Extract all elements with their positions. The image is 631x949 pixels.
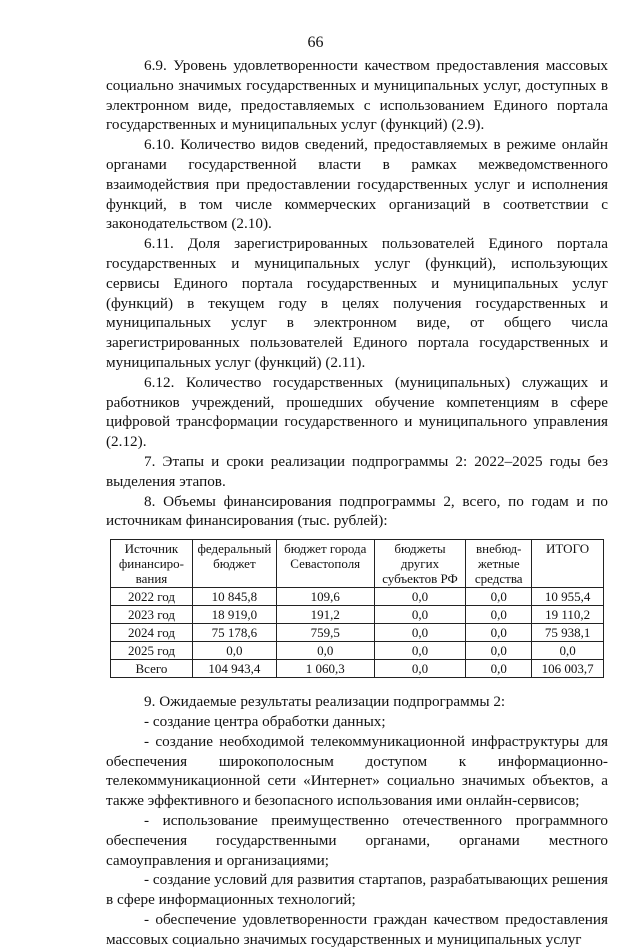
- table-header-row: [111, 540, 604, 588]
- cell-value: 19 110,2: [532, 606, 604, 624]
- cell-value: 0,0: [374, 660, 466, 678]
- page-number: 66: [307, 34, 324, 51]
- cell-value: 10 955,4: [532, 588, 604, 606]
- list-item: - создание условий для развития стартапов, разрабатывающих решения в сфере информационных технологий;: [106, 871, 608, 909]
- cell-total-label: Всего: [111, 660, 193, 678]
- header-other-subjects-budget: бюджеты других субъектов РФ: [374, 540, 466, 588]
- table-row: [111, 588, 604, 606]
- cell-value: 1 060,3: [276, 660, 374, 678]
- paragraph-6-10: 6.10. Количество видов сведений, предоставляемых в режиме онлайн органами государственной власти в рамках межведомственного взаимодействия при предоставлении государственных услуг и исполнения функций, в том числе коммерческих организаций в соответствии с законодательством (2.10).: [106, 136, 608, 233]
- cell-value: 0,0: [374, 624, 466, 642]
- table-row: [111, 606, 604, 624]
- header-source: Источник финансиро-вания: [111, 540, 193, 588]
- cell-value: 18 919,0: [192, 606, 276, 624]
- cell-value: 104 943,4: [192, 660, 276, 678]
- table-row: [111, 624, 604, 642]
- paragraph-6-12: 6.12. Количество государственных (муниципальных) служащих и работников учреждений, прошедших обучение компетенциям в сфере цифровой трансформации государственного и муниципального управления (2.12).: [106, 373, 608, 451]
- cell-value: 0,0: [374, 642, 466, 660]
- cell-value: 109,6: [276, 588, 374, 606]
- table-row-total: [111, 660, 604, 678]
- cell-year: 2022 год: [111, 588, 193, 606]
- paragraph-8: 8. Объемы финансирования подпрограммы 2, всего, по годам и по источникам финансирования (тыс. рублей):: [106, 492, 608, 530]
- cell-value: 106 003,7: [532, 660, 604, 678]
- paragraph-6-9: 6.9. Уровень удовлетворенности качеством предоставления массовых социально значимых государственных и муниципальных услуг, доступных в электронном виде, предоставляемых с использованием Единого портала государственных и муниципальных услуг (функций) (2.9).: [106, 57, 608, 134]
- expected-results-section: [106, 692, 608, 949]
- list-item: - создание необходимой телекоммуникационной инфраструктуры для обеспечения широкополосным доступом к информационно-телекоммуникационной сети «Интернет» социально значимых объектов, а также эффективного и безопасного использования ими онлайн-сервисов;: [106, 732, 608, 810]
- cell-value: 759,5: [276, 624, 374, 642]
- header-federal-budget: федеральный бюджет: [192, 540, 276, 588]
- cell-value: 0,0: [466, 660, 532, 678]
- header-city-budget: бюджет города Севастополя: [276, 540, 374, 588]
- cell-value: 191,2: [276, 606, 374, 624]
- cell-value: 0,0: [374, 588, 466, 606]
- cell-year: 2024 год: [111, 624, 193, 642]
- list-item: - использование преимущественно отечественного программного обеспечения государственными органами, органами местного самоуправления и организациями;: [106, 811, 608, 869]
- document-body: [106, 56, 608, 949]
- cell-value: 0,0: [466, 642, 532, 660]
- header-extrabudgetary: внебюд-жетные средства: [466, 540, 532, 588]
- cell-value: 75 938,1: [532, 624, 604, 642]
- cell-year: 2025 год: [111, 642, 193, 660]
- cell-value: 0,0: [532, 642, 604, 660]
- paragraph-7: 7. Этапы и сроки реализации подпрограммы 2: 2022–2025 годы без выделения этапов.: [106, 452, 608, 490]
- cell-value: 0,0: [466, 606, 532, 624]
- cell-value: 10 845,8: [192, 588, 276, 606]
- list-item: - обеспечение удовлетворенности граждан качеством предоставления массовых социально значимых государственных и муниципальных услуг: [106, 910, 608, 948]
- cell-value: 0,0: [192, 642, 276, 660]
- cell-value: 75 178,6: [192, 624, 276, 642]
- cell-value: 0,0: [276, 642, 374, 660]
- financing-table: [110, 539, 604, 678]
- cell-value: 0,0: [466, 624, 532, 642]
- cell-value: 0,0: [466, 588, 532, 606]
- cell-year: 2023 год: [111, 606, 193, 624]
- paragraph-6-11: 6.11. Доля зарегистрированных пользователей Единого портала государственных и муниципальных услуг (функций), использующих сервисы Единого портала государственных и муниципальных услуг (функций) в текущем году в целях получения государственных и муниципальных услуг в электронном виде, от общего числа зарегистрированных пользователей Единого портала государственных и муниципальных услуг (функций) (2.11).: [106, 235, 608, 371]
- paragraph-9: 9. Ожидаемые результаты реализации подпрограммы 2:: [144, 693, 506, 711]
- list-item: - создание центра обработки данных;: [144, 712, 386, 730]
- cell-value: 0,0: [374, 606, 466, 624]
- table-row: [111, 642, 604, 660]
- header-total: ИТОГО: [532, 540, 604, 588]
